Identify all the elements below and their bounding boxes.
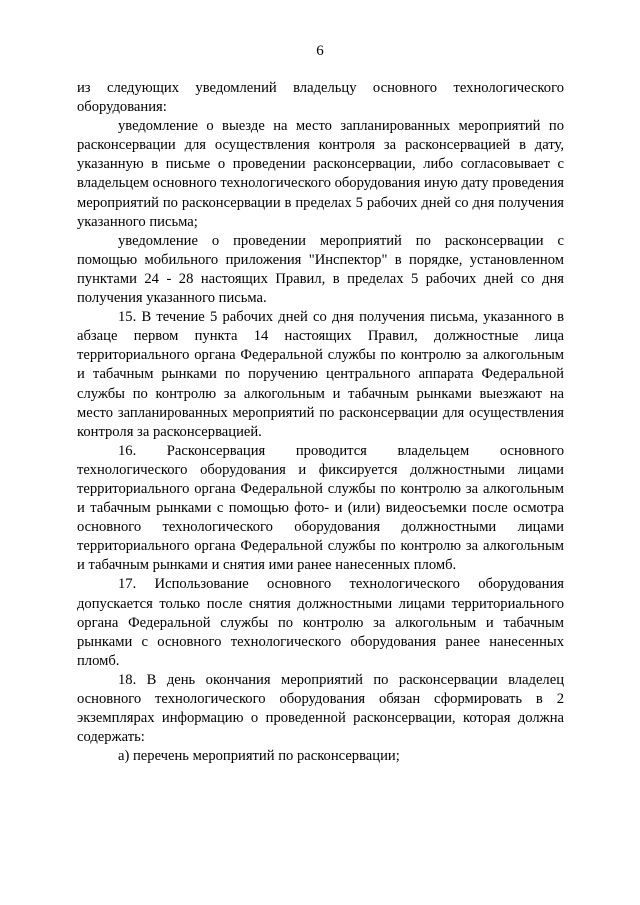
paragraph-item-15: 15. В течение 5 рабочих дней со дня получения письма, указанного в абзаце первом пункта 14 настоящих Правил, должностные лица территориального органа Федеральной службы по контролю за алкогольным и табачным рынками по поручению центрального аппарата Федеральной службы по контролю за алкогольным и табачным рынками выезжают на место запланированных мероприятий по расконсервации для осуществления контроля за расконсервацией. [77, 309, 564, 440]
paragraph-notice-app: уведомление о проведении мероприятий по расконсервации с помощью мобильного приложения "Инспектор" в порядке, установленном пунктами 24 - 28 настоящих Правил, в пределах 5 рабочих дней со дня получения указанного письма. [77, 232, 564, 307]
paragraph-notice-visit: уведомление о выезде на место запланированных мероприятий по расконсервации для осуществления контроля за расконсервацией в дату, указанную в письме о проведении расконсервации, либо согласовывает с владельцем основного технологического оборудования иную дату проведения мероприятий по расконсервации в пределах 5 рабочих дней со дня получения указанного письма; [77, 118, 564, 230]
page-number: 6 [316, 43, 324, 59]
paragraph-item-18: 18. В день окончания мероприятий по расконсервации владелец основного технологического оборудования обязан сформировать в 2 экземплярах информацию о проведенной расконсервации, которая должна содержать: [77, 671, 564, 746]
paragraph-item-16: 16. Расконсервация проводится владельцем основного технологического оборудования и фиксируется должностными лицами территориального органа Федеральной службы по контролю за алкогольным и табачным рынками с помощью фото- и (или) видеосъемки после осмотра основного технологического оборудования должностными лицами территориального органа Федеральной службы по контролю за алкогольным и табачным рынками и снятия ими ранее нанесенных пломб. [77, 442, 564, 574]
document-body [77, 79, 564, 766]
paragraph-item-17: 17. Использование основного технологического оборудования допускается только после снятия должностными лицами территориального органа Федеральной службы по контролю за алкогольным и табачным рынками с основного технологического оборудования ранее нанесенных пломб. [77, 576, 564, 669]
paragraph-subitem-a: а) перечень мероприятий по расконсервации; [118, 748, 400, 765]
paragraph-continuation: из следующих уведомлений владельцу основного технологического оборудования: [77, 80, 564, 116]
